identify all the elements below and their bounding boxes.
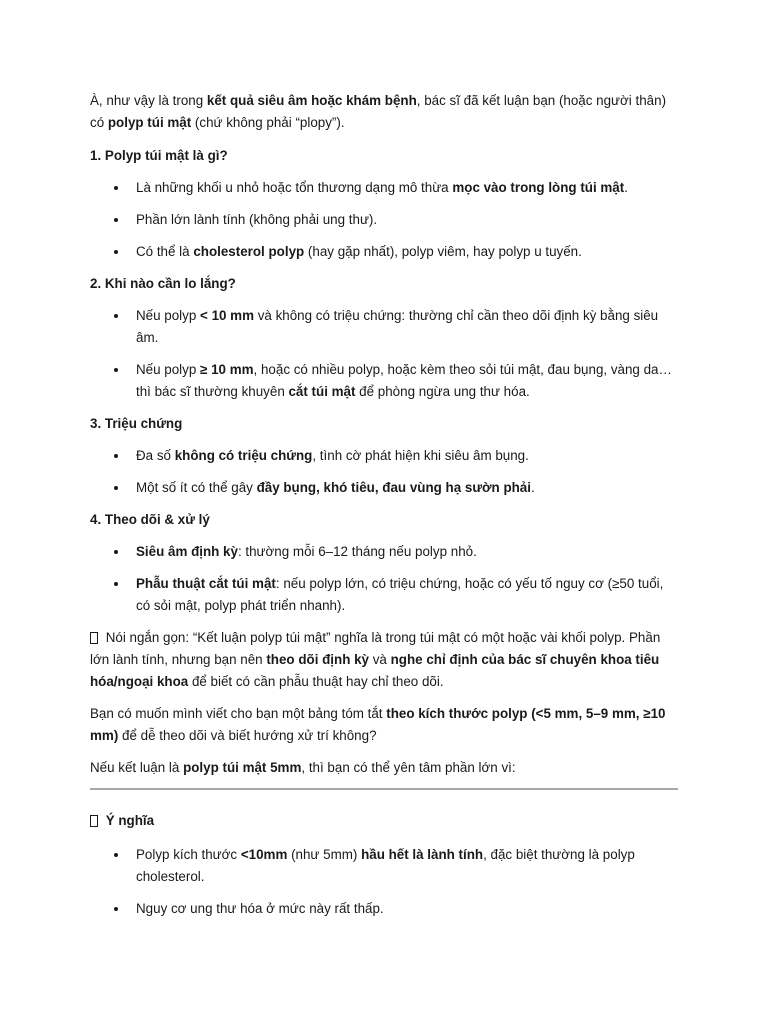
section-heading-meaning: Ý nghĩa <box>90 810 680 832</box>
list-when-worry <box>90 305 680 403</box>
horizontal-divider <box>90 788 678 790</box>
list-item: Là những khối u nhỏ hoặc tổn thương dạng mô thừa mọc vào trong lòng túi mật. <box>90 177 680 199</box>
list-follow-up <box>90 541 680 617</box>
missing-glyph-icon <box>90 815 98 827</box>
intro-paragraph: À, như vậy là trong kết quả siêu âm hoặc khám bệnh, bác sĩ đã kết luận bạn (hoặc người thân) có polyp túi mật (chứ không phải “plopy”). <box>90 93 667 130</box>
list-item: Phần lớn lành tính (không phải ung thư). <box>90 209 680 231</box>
list-item: Siêu âm định kỳ: thường mỗi 6–12 tháng nếu polyp nhỏ. <box>90 541 680 563</box>
list-item: Một số ít có thể gây đầy bụng, khó tiêu, đau vùng hạ sườn phải. <box>90 477 680 499</box>
list-what-is <box>90 177 680 263</box>
section-heading-follow-up: 4. Theo dõi & xử lý <box>90 512 210 527</box>
list-item: Polyp kích thước <10mm (như 5mm) hầu hết là lành tính, đặc biệt thường là polyp cholesterol. <box>90 844 680 888</box>
list-item: Nếu polyp ≥ 10 mm, hoặc có nhiều polyp, hoặc kèm theo sỏi túi mật, đau bụng, vàng da… thì bác sĩ thường khuyên cắt túi mật để phòng ngừa ung thư hóa. <box>90 359 680 403</box>
summary-paragraph: Nói ngắn gọn: “Kết luận polyp túi mật” nghĩa là trong túi mật có một hoặc vài khối polyp. Phần lớn lành tính, nhưng bạn nên theo dõi định kỳ và nghe chỉ định của bác sĩ chuyên khoa tiêu hóa/ngoại khoa để biết có cần phẫu thuật hay chỉ theo dõi. <box>90 630 661 689</box>
list-item: Phẫu thuật cắt túi mật: nếu polyp lớn, có triệu chứng, hoặc có yếu tố nguy cơ (≥50 tuổi, có sỏi mật, polyp phát triển nhanh). <box>90 573 680 617</box>
section-heading-when-worry: 2. Khi nào cần lo lắng? <box>90 276 236 291</box>
document-body <box>90 90 680 920</box>
followup-paragraph: Nếu kết luận là polyp túi mật 5mm, thì bạn có thể yên tâm phần lớn vì: <box>90 760 516 775</box>
list-symptoms <box>90 445 680 499</box>
section-heading-what-is: 1. Polyp túi mật là gì? <box>90 148 228 163</box>
list-item: Có thể là cholesterol polyp (hay gặp nhất), polyp viêm, hay polyp u tuyến. <box>90 241 680 263</box>
offer-paragraph: Bạn có muốn mình viết cho bạn một bảng tóm tắt theo kích thước polyp (<5 mm, 5–9 mm, ≥10 mm) để dễ theo dõi và biết hướng xử trí không? <box>90 706 666 743</box>
list-item: Nguy cơ ung thư hóa ở mức này rất thấp. <box>90 898 680 920</box>
list-meaning <box>90 844 680 920</box>
list-item: Nếu polyp < 10 mm và không có triệu chứng: thường chỉ cần theo dõi định kỳ bằng siêu âm. <box>90 305 680 349</box>
list-item: Đa số không có triệu chứng, tình cờ phát hiện khi siêu âm bụng. <box>90 445 680 467</box>
missing-glyph-icon <box>90 632 98 644</box>
section-heading-symptoms: 3. Triệu chứng <box>90 416 183 431</box>
